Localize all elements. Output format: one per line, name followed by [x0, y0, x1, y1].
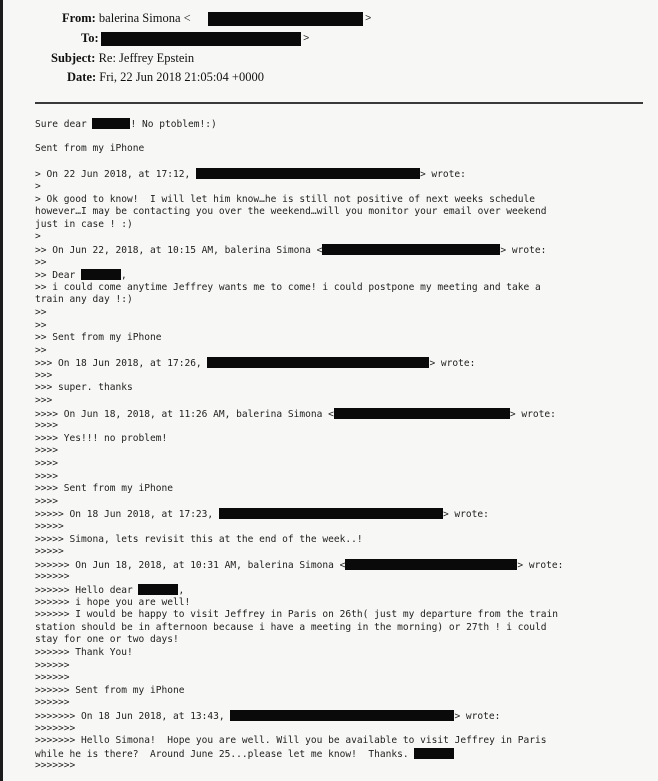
- line-text: >>>> Sent from my iPhone: [35, 483, 173, 495]
- from-value: balerina Simona <: [98, 11, 191, 25]
- body-line: [35, 445, 650, 458]
- body-line: [35, 294, 650, 307]
- line-text: while he is there? Around June 25...please let me know! Thanks.: [35, 748, 415, 760]
- body-line: [35, 609, 650, 622]
- line-text: >>>>> On 18 Jun 2018, at 17:23,: [35, 509, 219, 521]
- line-text: >> i could come anytime Jeffrey wants me to come! i could postpone my meeting and take a: [35, 281, 541, 293]
- to-close: >: [303, 33, 310, 45]
- body-line: [35, 370, 650, 383]
- line-text: >>>>>>: [35, 697, 70, 709]
- body-line: [35, 345, 650, 358]
- subject-label: Subject:: [51, 51, 96, 65]
- body-line: [35, 672, 650, 685]
- line-text: >>: [35, 306, 47, 318]
- redaction-bar: [138, 584, 178, 595]
- body-line: [35, 760, 650, 773]
- line-text: > On 22 Jun 2018, at 17:12,: [35, 169, 196, 181]
- body-line: [35, 118, 650, 131]
- subject-value: Re: Jeffrey Epstein: [98, 51, 195, 65]
- body-line: [35, 483, 650, 496]
- body-line: [35, 408, 650, 421]
- body-line: [35, 206, 650, 219]
- redaction-bar: [414, 748, 454, 759]
- line-text: >>>>>>: [35, 571, 70, 583]
- line-text-after-redaction: ,: [178, 584, 185, 596]
- line-text: > Ok good to know! I will let him know…he is still not positive of next weeks schedule: [35, 193, 536, 205]
- body-line: [35, 521, 650, 534]
- body-line: [35, 471, 650, 484]
- body-line: [35, 571, 650, 584]
- body-line: [35, 458, 650, 471]
- body-line: [35, 194, 650, 207]
- body-line: [35, 685, 650, 698]
- body-line: [35, 433, 650, 446]
- redaction-from-email: [208, 12, 363, 26]
- line-text: stay for one or two days!: [35, 634, 179, 646]
- body-line: [35, 143, 650, 156]
- line-text-after-redaction: ! No ptoblem!:): [130, 119, 217, 130]
- body-line: [35, 723, 650, 736]
- body-line: [35, 496, 650, 509]
- line-text-after-redaction: ,: [120, 270, 127, 282]
- line-text: >>: [35, 319, 47, 331]
- body-line: [35, 307, 650, 320]
- line-text: >>>>> Simona, lets revisit this at the end of the week..!: [35, 533, 363, 545]
- line-text: just in case ! :): [35, 218, 133, 230]
- redaction-bar: [219, 508, 443, 519]
- line-text: >>>>: [35, 420, 58, 432]
- line-text: >> Sent from my iPhone: [35, 332, 162, 344]
- body-line: [35, 597, 650, 610]
- redaction-bar: [207, 357, 429, 368]
- line-text: >>>>>> I would be happy to visit Jeffrey in Paris on 26th( just my departure from the train: [35, 609, 559, 621]
- line-text-after-redaction: > wrote:: [429, 358, 476, 370]
- line-text: >>>>>> i hope you are well!: [35, 596, 191, 608]
- body-line: [35, 332, 650, 345]
- line-text: >: [35, 231, 41, 243]
- line-text: >>>>: [35, 458, 58, 470]
- redaction-to-email: [101, 32, 301, 46]
- header-divider: [35, 102, 643, 104]
- date-label: Date:: [67, 70, 97, 84]
- line-text: >>>>>>>: [35, 760, 76, 772]
- message-body: [35, 118, 650, 773]
- line-text: >>: [35, 256, 47, 268]
- body-line: [35, 584, 650, 597]
- redaction-bar: [196, 168, 420, 179]
- page-edge: [0, 0, 3, 781]
- line-text: >>>>>> On Jun 18, 2018, at 10:31 AM, balerina Simona <: [35, 559, 346, 571]
- redaction-bar: [345, 559, 517, 570]
- body-line: [35, 231, 650, 244]
- date-row: [67, 70, 264, 85]
- body-line: [35, 559, 650, 572]
- body-line: [35, 748, 650, 761]
- line-text: >>>: [35, 395, 53, 407]
- line-text: >>>>>: [35, 546, 64, 558]
- body-line: [35, 269, 650, 282]
- body-line: [35, 156, 650, 169]
- body-line: [35, 282, 650, 295]
- body-line: [35, 622, 650, 635]
- date-value: Fri, 22 Jun 2018 21:05:04 +0000: [99, 70, 264, 84]
- body-line: [35, 534, 650, 547]
- line-text: >: [35, 180, 41, 192]
- body-line: [35, 508, 650, 521]
- redaction-bar: [230, 710, 454, 721]
- line-text-after-redaction: > wrote:: [419, 169, 466, 181]
- body-line: [35, 244, 650, 257]
- line-text: >>>>>>> On 18 Jun 2018, at 13:43,: [35, 710, 231, 722]
- line-text: >>>> Yes!!! no problem!: [35, 432, 168, 444]
- from-label: From:: [62, 11, 96, 25]
- line-text: >>> On 18 Jun 2018, at 17:26,: [35, 358, 208, 370]
- body-line: [35, 697, 650, 710]
- to-label: To:: [81, 31, 99, 45]
- line-text: >>>>: [35, 470, 58, 482]
- line-text: >>> super. thanks: [35, 382, 133, 394]
- line-text-after-redaction: > wrote:: [454, 710, 501, 722]
- body-line: [35, 168, 650, 181]
- line-text: >>>> On Jun 18, 2018, at 11:26 AM, balerina Simona <: [35, 408, 334, 420]
- line-text: however…I may be contacting you over the weekend…will you monitor your email over weekend: [35, 206, 547, 218]
- body-line: [35, 546, 650, 559]
- line-text: >>>>>>: [35, 672, 70, 684]
- line-text: station should be in afternoon because i have a meeting in the morning) or 27th ! i could: [35, 621, 547, 633]
- body-line: [35, 420, 650, 433]
- line-text: train any day !:): [35, 294, 133, 306]
- body-line: [35, 634, 650, 647]
- body-line: [35, 131, 650, 144]
- line-text: >>>>>>>: [35, 722, 76, 734]
- line-text: Sent from my iPhone: [35, 143, 145, 155]
- line-text: >> Dear: [35, 270, 81, 282]
- body-line: [35, 181, 650, 194]
- body-line: [35, 357, 650, 370]
- from-row: [62, 11, 191, 26]
- to-row: [81, 31, 99, 46]
- body-line: [35, 382, 650, 395]
- line-text-after-redaction: > wrote:: [517, 559, 564, 571]
- line-text: >> On Jun 22, 2018, at 10:15 AM, balerina Simona <: [35, 244, 323, 256]
- body-line: [35, 647, 650, 660]
- body-line: [35, 660, 650, 673]
- body-line: [35, 395, 650, 408]
- body-line: [35, 710, 650, 723]
- line-text: >>: [35, 344, 47, 356]
- from-close: >: [365, 13, 372, 25]
- line-text: >>>>>> Hello dear: [35, 584, 139, 596]
- line-text-after-redaction: > wrote:: [442, 509, 489, 521]
- body-line: [35, 257, 650, 270]
- line-text: >>>>>>: [35, 659, 70, 671]
- line-text: >>>>>: [35, 521, 64, 532]
- body-line: [35, 320, 650, 333]
- redaction-bar: [81, 269, 121, 280]
- line-text: >>>>: [35, 495, 58, 507]
- line-text-after-redaction: > wrote:: [509, 408, 556, 420]
- line-text: >>>>>>> Hello Simona! Hope you are well. Will you be available to visit Jeffrey in Paris: [35, 735, 547, 747]
- line-text: >>>>: [35, 445, 58, 457]
- line-text: >>>>>> Sent from my iPhone: [35, 684, 185, 696]
- body-line: [35, 219, 650, 232]
- redaction-bar: [92, 118, 130, 129]
- body-line: [35, 735, 650, 748]
- subject-row: [51, 51, 194, 66]
- redaction-bar: [334, 408, 510, 419]
- line-text: >>>>>> Thank You!: [35, 646, 133, 658]
- line-text: Sure dear: [35, 119, 93, 130]
- line-text-after-redaction: > wrote:: [500, 244, 547, 256]
- redaction-bar: [322, 244, 500, 255]
- line-text: >>>: [35, 369, 53, 381]
